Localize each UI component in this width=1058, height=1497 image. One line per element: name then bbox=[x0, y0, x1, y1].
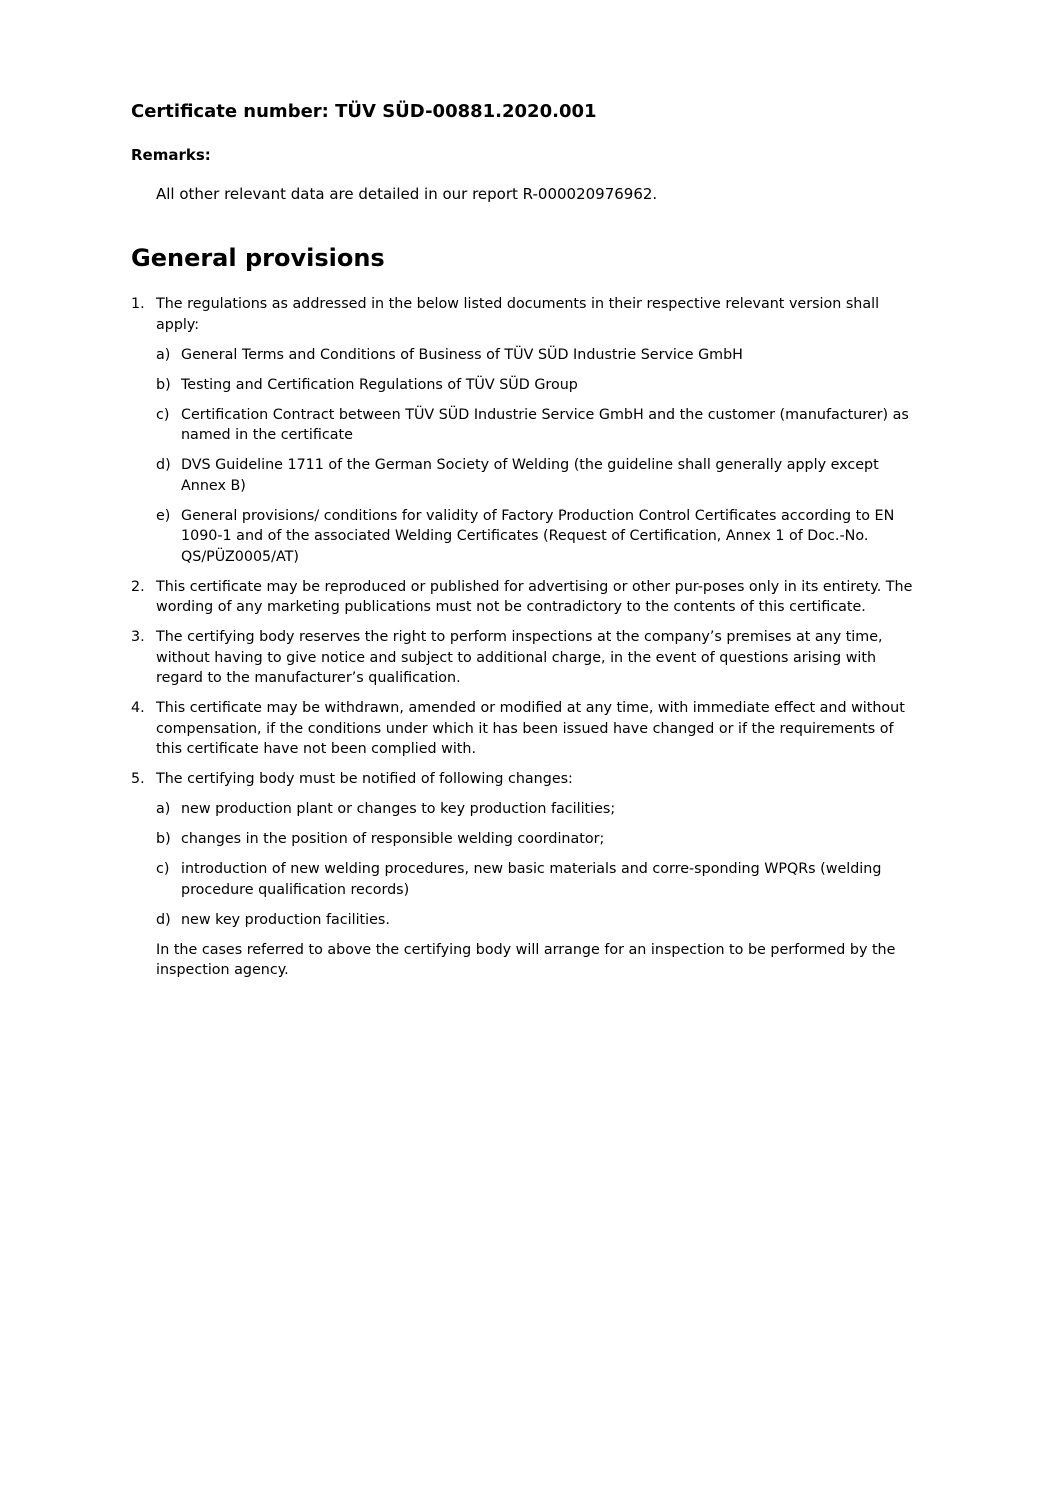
subitem-text: changes in the position of responsible welding coordinator; bbox=[181, 831, 605, 847]
provision-text: The certifying body reserves the right to perform inspections at the company’s premises at any time, without having to give notice and subject to additional charge, in the event of questions arising with regard to the manufacturer’s qualification. bbox=[156, 629, 883, 686]
provision-text: The certifying body must be notified of following changes: bbox=[156, 771, 573, 787]
provision-subitem bbox=[156, 799, 921, 820]
subitem-letter: d) bbox=[156, 911, 171, 928]
provision-subitem bbox=[156, 506, 921, 568]
subitem-text: introduction of new welding procedures, new basic materials and corre-sponding WPQRs (welding procedure qualification records) bbox=[181, 861, 882, 898]
subitem-text: Certification Contract between TÜV SÜD Industrie Service GmbH and the customer (manufacturer) as named in the certificate bbox=[181, 406, 909, 443]
provision-item-2 bbox=[131, 577, 921, 618]
subitem-letter: d) bbox=[156, 457, 171, 473]
subitem-letter: c) bbox=[156, 861, 170, 877]
provision-number: 3. bbox=[131, 629, 145, 645]
provision-item-5 bbox=[131, 769, 921, 981]
subitem-letter: a) bbox=[156, 346, 171, 363]
provision-subitem bbox=[156, 375, 921, 396]
subitem-letter: c) bbox=[156, 406, 170, 423]
provisions-list bbox=[131, 294, 921, 990]
provision-sublist bbox=[156, 799, 921, 930]
provision-text: This certificate may be reproduced or published for advertising or other pur-poses only in its entirety. The wording of any marketing publications must not be contradictory to the contents of this certificate. bbox=[156, 578, 913, 615]
provision-closing-text: In the cases referred to above the certifying body will arrange for an inspection to be performed by the inspection agency. bbox=[156, 941, 896, 978]
general-provisions-title: General provisions bbox=[131, 244, 385, 272]
subitem-letter: a) bbox=[156, 801, 171, 817]
provision-subitem bbox=[156, 345, 921, 366]
remarks-heading: Remarks: bbox=[131, 146, 211, 164]
subitem-text: DVS Guideline 1711 of the German Society of Welding (the guideline shall generally apply except Annex B) bbox=[181, 457, 879, 494]
provision-text: This certificate may be withdrawn, amended or modified at any time, with immediate effect and without compensation, if the conditions under which it has been issued have changed or if the requirements of this certificate have not been complied with. bbox=[156, 700, 905, 757]
subitem-text: General Terms and Conditions of Business of TÜV SÜD Industrie Service GmbH bbox=[181, 346, 743, 363]
provision-sublist bbox=[156, 345, 921, 568]
subitem-letter: b) bbox=[156, 376, 171, 393]
remarks-text: All other relevant data are detailed in our report R-000020976962. bbox=[156, 185, 658, 203]
provision-number: 1. bbox=[131, 296, 145, 312]
provision-subitem bbox=[156, 829, 921, 850]
provision-item-4 bbox=[131, 698, 921, 760]
provision-subitem bbox=[156, 455, 921, 496]
provision-number: 4. bbox=[131, 700, 145, 716]
provision-item-3 bbox=[131, 627, 921, 689]
subitem-text: General provisions/ conditions for validity of Factory Production Control Certificates according to EN 1090-1 and of the associated Welding Certificates (Request of Certification, Annex 1 of Doc.-No. QS/PÜZ0005/AT) bbox=[181, 507, 895, 565]
subitem-letter: b) bbox=[156, 831, 171, 847]
provision-number: 2. bbox=[131, 578, 145, 595]
provision-number: 5. bbox=[131, 771, 145, 787]
provision-text: The regulations as addressed in the below listed documents in their respective relevant version shall apply: bbox=[156, 296, 880, 333]
subitem-text: new production plant or changes to key production facilities; bbox=[181, 801, 616, 817]
certificate-number: Certificate number: TÜV SÜD-00881.2020.001 bbox=[131, 101, 597, 122]
subitem-text: Testing and Certification Regulations of TÜV SÜD Group bbox=[181, 376, 578, 393]
subitem-text: new key production facilities. bbox=[181, 911, 390, 928]
subitem-letter: e) bbox=[156, 507, 171, 524]
provision-subitem bbox=[156, 910, 921, 931]
provision-item-1 bbox=[131, 294, 921, 567]
provision-subitem bbox=[156, 405, 921, 446]
provision-subitem bbox=[156, 859, 921, 900]
